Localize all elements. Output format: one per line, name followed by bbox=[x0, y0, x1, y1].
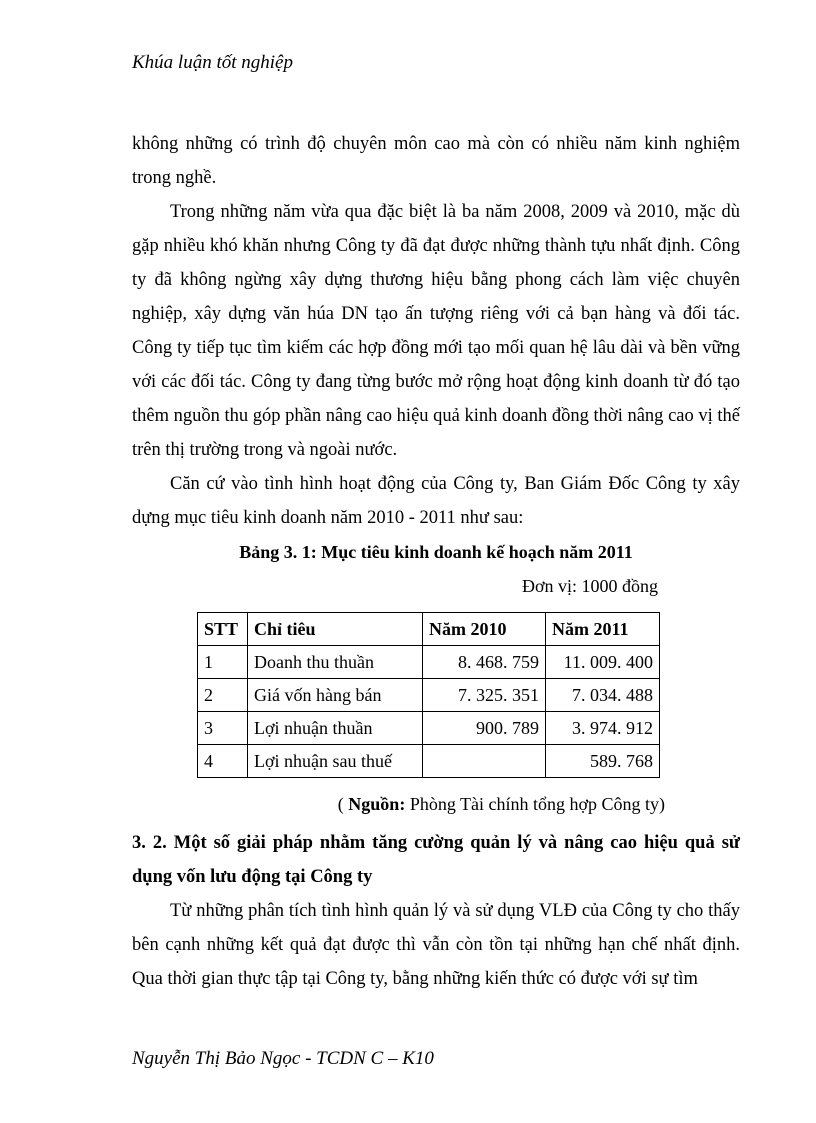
source-text: Phòng Tài chính tổng hợp Công ty) bbox=[405, 794, 665, 814]
table-row bbox=[198, 745, 660, 778]
business-target-table bbox=[197, 612, 660, 778]
table-row bbox=[198, 646, 660, 679]
section-heading: 3. 2. Một số giải pháp nhằm tăng cường quản lý và nâng cao hiệu quả sử dụng vốn lưu động tại Công ty bbox=[132, 833, 740, 887]
cell-stt: 1 bbox=[198, 646, 248, 679]
body-text bbox=[132, 127, 740, 535]
source-prefix: ( bbox=[337, 794, 349, 814]
table-row bbox=[198, 712, 660, 745]
cell-indicator: Giá vốn hàng bán bbox=[248, 679, 423, 712]
header-2010: Năm 2010 bbox=[423, 613, 546, 646]
table-unit: Đơn vị: 1000 đồng bbox=[521, 576, 658, 596]
table-source bbox=[300, 794, 665, 815]
cell-indicator: Lợi nhuận sau thuế bbox=[248, 745, 423, 778]
cell-2010: 900. 789 bbox=[423, 712, 546, 745]
cell-indicator: Doanh thu thuần bbox=[248, 646, 423, 679]
cell-2010 bbox=[423, 745, 546, 778]
cell-2010: 8. 468. 759 bbox=[423, 646, 546, 679]
table-row bbox=[198, 679, 660, 712]
cell-2011: 589. 768 bbox=[546, 745, 660, 778]
paragraph-2: Trong những năm vừa qua đặc biệt là ba năm 2008, 2009 và 2010, mặc dù gặp nhiều khó khăn nhưng Công ty đã đạt được những thành tựu nhất định. Công ty đã không ngừng xây dựng thương hiệu bằng phong cách làm việc chuyên nghiệp, xây dựng văn húa DN tạo ấn tượng riêng với cả bạn hàng và đối tác. Công ty tiếp tục tìm kiếm các hợp đồng mới tạo mối quan hệ lâu dài và bền vững với các đối tác. Công ty đang từng bước mở rộng hoạt động kinh doanh từ đó tạo thêm nguồn thu góp phần nâng cao hiệu quả kinh doanh đồng thời nâng cao vị thế trên thị trường trong và ngoài nước. bbox=[132, 202, 740, 460]
paragraph-3: Căn cứ vào tình hình hoạt động của Công ty, Ban Giám Đốc Công ty xây dựng mục tiêu kinh doanh năm 2010 - 2011 như sau: bbox=[132, 474, 740, 528]
section-body bbox=[132, 894, 740, 996]
cell-2011: 7. 034. 488 bbox=[546, 679, 660, 712]
header-stt: STT bbox=[198, 613, 248, 646]
header-2011: Năm 2011 bbox=[546, 613, 660, 646]
table-header-row bbox=[198, 613, 660, 646]
cell-indicator: Lợi nhuận thuần bbox=[248, 712, 423, 745]
header-indicator: Chỉ tiêu bbox=[248, 613, 423, 646]
cell-2011: 3. 974. 912 bbox=[546, 712, 660, 745]
paragraph-1: không những có trình độ chuyên môn cao mà còn có nhiều năm kinh nghiệm trong nghề. bbox=[132, 134, 740, 188]
cell-stt: 2 bbox=[198, 679, 248, 712]
page-header: Khúa luận tốt nghiệp bbox=[132, 52, 293, 73]
cell-2011: 11. 009. 400 bbox=[546, 646, 660, 679]
section-paragraph: Từ những phân tích tình hình quản lý và sử dụng VLĐ của Công ty cho thấy bên cạnh những kết quả đạt được thì vẫn còn tồn tại những hạn chế nhất định. Qua thời gian thực tập tại Công ty, bằng những kiến thức có được với sự tìm bbox=[132, 901, 740, 989]
cell-2010: 7. 325. 351 bbox=[423, 679, 546, 712]
cell-stt: 3 bbox=[198, 712, 248, 745]
source-label: Nguồn: bbox=[348, 794, 406, 814]
page-footer: Nguyễn Thị Bảo Ngọc - TCDN C – K10 bbox=[132, 1048, 434, 1069]
cell-stt: 4 bbox=[198, 745, 248, 778]
table-title: Bảng 3. 1: Mục tiêu kinh doanh kế hoạch năm 2011 bbox=[239, 542, 633, 562]
